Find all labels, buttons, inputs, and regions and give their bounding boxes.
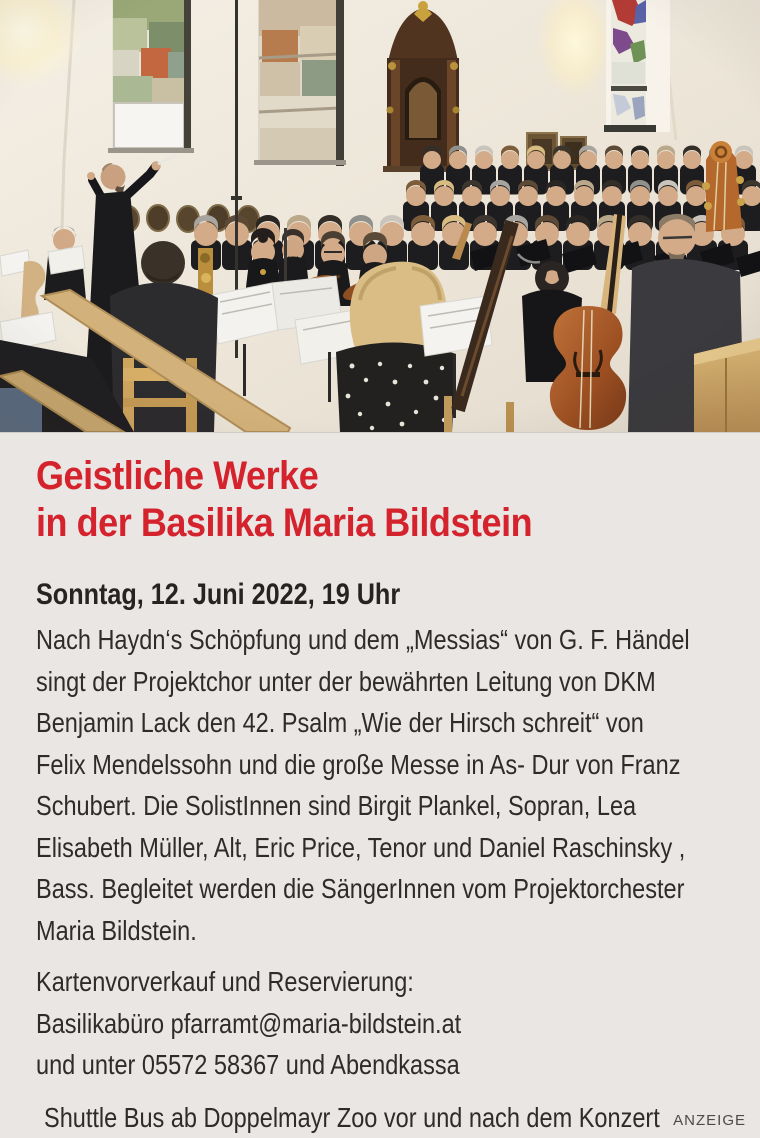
body-line: Nach Haydn‘s Schöpfung und dem „Messias“ von G. F. Händel — [36, 619, 690, 661]
body-paragraph — [36, 619, 730, 951]
ad-text-panel — [0, 433, 760, 1135]
concert-photo — [0, 0, 760, 433]
headline-line-1: Geistliche Werke — [36, 453, 318, 500]
body-line: Bass. Begleitet werden die SängerInnen vom Projektorchester — [36, 868, 684, 910]
body-line: Felix Mendelssohn und die große Messe in As- Dur von Franz — [36, 744, 680, 786]
headline-line-2: in der Basilika Maria Bildstein — [36, 500, 532, 547]
body-line: singt der Projektchor unter der bewährten Leitung von DKM — [36, 661, 656, 703]
photo-vignette — [0, 0, 760, 432]
shuttle-note: Shuttle Bus ab Doppelmayr Zoo vor und nach dem Konzert — [36, 1097, 730, 1138]
body-line: Maria Bildstein. — [36, 910, 197, 952]
body-line: Benjamin Lack den 42. Psalm „Wie der Hirsch schreit“ von — [36, 702, 644, 744]
contact-line: Kartenvorverkauf und Reservierung: — [36, 961, 414, 1003]
body-line: Schubert. Die SolistInnen sind Birgit Plankel, Sopran, Lea — [36, 785, 636, 827]
contact-paragraph — [36, 961, 730, 1086]
advert-label: ANZEIGE — [673, 1112, 746, 1129]
contact-email-line: Basilikabüro pfarramt@maria-bildstein.at — [36, 1003, 461, 1045]
body-line: Elisabeth Müller, Alt, Eric Price, Tenor und Daniel Raschinsky , — [36, 827, 685, 869]
headline — [36, 433, 730, 547]
event-date: Sonntag, 12. Juni 2022, 19 Uhr — [36, 579, 730, 611]
contact-phone-line: und unter 05572 58367 und Abendkassa — [36, 1044, 460, 1086]
